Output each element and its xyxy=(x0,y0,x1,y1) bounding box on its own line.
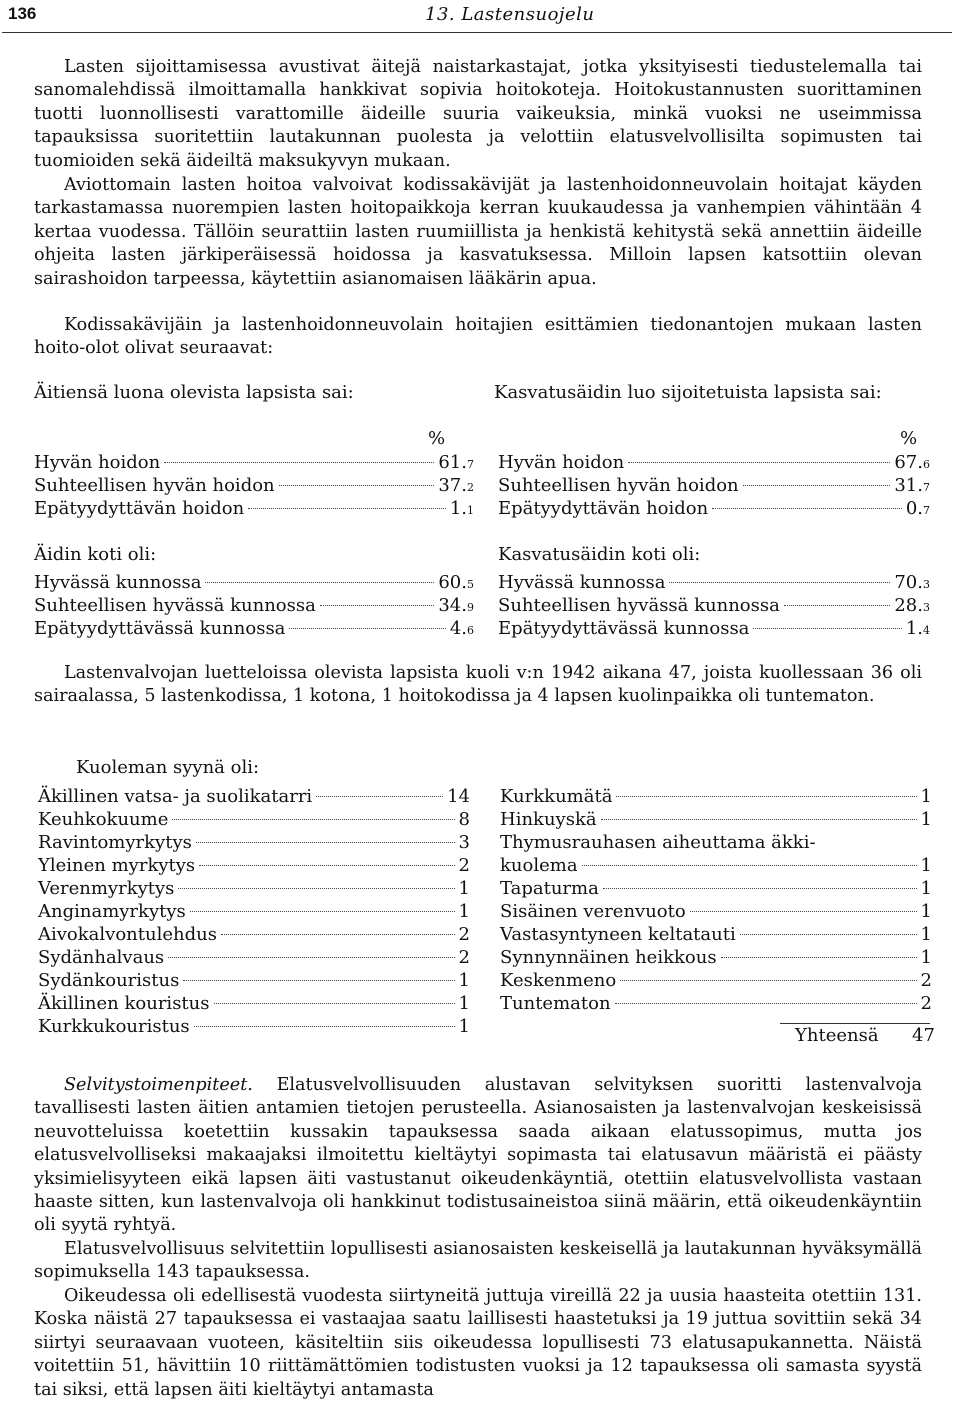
left-home-decimal: 6 xyxy=(467,624,474,637)
left-home-row xyxy=(34,618,474,641)
left-home-value: 34.9 xyxy=(438,595,474,616)
right-table-heading: Kasvatusäidin luo sijoitetuista lapsista sai: xyxy=(494,382,882,403)
cause-right-label: Keskenmeno xyxy=(500,970,617,991)
leader-dots xyxy=(603,888,917,889)
cause-right-value: 1 xyxy=(920,901,932,922)
leader-dots xyxy=(712,508,902,509)
cause-right-label: kuolema xyxy=(500,855,578,876)
cause-left-label: Äkillinen vatsa- ja suolikatarri xyxy=(38,786,313,807)
left-care-row xyxy=(34,452,474,475)
left-care-value: 1.1 xyxy=(449,498,474,519)
left-home-heading: Äidin koti oli: xyxy=(34,544,157,565)
cause-right-label: Vastasyntyneen keltatauti xyxy=(500,924,736,945)
cause-right-row xyxy=(500,855,932,878)
cause-right-label: Thymusrauhasen aiheuttama äkki- xyxy=(500,832,816,853)
left-table-heading: Äitiensä luona olevista lapsista sai: xyxy=(34,382,354,403)
total-row xyxy=(795,1025,935,1046)
paragraph-conditions-intro: Kodissakävijäin ja lastenhoidonneuvolain hoitajien esittämien tiedonantojen mukaan lasten hoito-olot olivat seuraavat: xyxy=(34,315,922,359)
cause-left-label: Aivokalvontulehdus xyxy=(38,924,217,945)
cause-left-label: Keuhkokuume xyxy=(38,809,169,830)
leader-dots xyxy=(601,819,917,820)
cause-right-label: Tapaturma xyxy=(500,878,599,899)
cause-right-row xyxy=(500,786,932,809)
total-rule xyxy=(780,1023,930,1024)
left-home-row xyxy=(34,595,474,618)
left-care-label: Hyvän hoidon xyxy=(34,452,161,473)
header-rule xyxy=(2,32,952,33)
leader-dots xyxy=(199,865,454,866)
paragraph-agreements: Elatusvelvollisuus selvitettiin lopullisesti asianosaisten keskeisellä ja lautakunnan hyväksymällä sopimuksella 143 tapauksessa. xyxy=(34,1239,922,1283)
cause-left-value: 2 xyxy=(458,947,470,968)
left-home-label: Hyvässä kunnossa xyxy=(34,572,202,593)
left-care-row xyxy=(34,498,474,521)
right-care-value: 67.6 xyxy=(894,452,930,473)
leader-dots xyxy=(289,628,445,629)
left-home-decimal: 5 xyxy=(467,578,474,591)
cause-right-row xyxy=(500,809,932,832)
cause-right-row xyxy=(500,901,932,924)
cause-right-value: 1 xyxy=(920,786,932,807)
cause-left-row xyxy=(38,924,470,947)
cause-right-row xyxy=(500,970,932,993)
right-home-decimal: 3 xyxy=(923,578,930,591)
leader-dots xyxy=(620,980,916,981)
cause-right-label: Kurkkumätä xyxy=(500,786,613,807)
right-home-label: Hyvässä kunnossa xyxy=(498,572,666,593)
right-care-value: 31.7 xyxy=(894,475,930,496)
cause-right-label: Sisäinen verenvuoto xyxy=(500,901,686,922)
right-home-row xyxy=(498,595,930,618)
leader-dots xyxy=(168,957,454,958)
right-care-label: Epätyydyttävän hoidon xyxy=(498,498,709,519)
leader-dots xyxy=(784,605,891,606)
running-head: 13. Lastensuojelu xyxy=(425,4,595,25)
leader-dots xyxy=(316,796,443,797)
cause-right-value: 1 xyxy=(920,947,932,968)
leader-dots xyxy=(194,1026,455,1027)
right-home-label: Suhteellisen hyvässä kunnossa xyxy=(498,595,780,616)
cause-right-row xyxy=(500,878,932,901)
leader-dots xyxy=(178,888,454,889)
leader-dots xyxy=(214,1003,455,1004)
leader-dots xyxy=(279,485,435,486)
right-home-label: Epätyydyttävässä kunnossa xyxy=(498,618,750,639)
right-home-decimal: 4 xyxy=(923,624,930,637)
leader-dots xyxy=(221,934,455,935)
cause-right-value: 1 xyxy=(920,924,932,945)
cause-right-row xyxy=(500,993,932,1016)
cause-left-row xyxy=(38,993,470,1016)
cause-left-row xyxy=(38,809,470,832)
left-care-decimal: 2 xyxy=(467,481,474,494)
leader-dots xyxy=(753,628,901,629)
leader-dots xyxy=(172,819,454,820)
left-home-row xyxy=(34,572,474,595)
left-care-label: Suhteellisen hyvän hoidon xyxy=(34,475,275,496)
left-care-value: 37.2 xyxy=(438,475,474,496)
cause-left-value: 1 xyxy=(458,993,470,1014)
cause-right-label: Synnynnäinen heikkous xyxy=(500,947,717,968)
cause-left-value: 3 xyxy=(458,832,470,853)
cause-left-value: 1 xyxy=(458,878,470,899)
cause-left-value: 14 xyxy=(447,786,470,807)
cause-left-label: Verenmyrkytys xyxy=(38,878,175,899)
cause-left-value: 2 xyxy=(458,924,470,945)
right-care-label: Hyvän hoidon xyxy=(498,452,625,473)
left-care-row xyxy=(34,475,474,498)
total-label: Yhteensä xyxy=(795,1025,879,1046)
cause-left-label: Sydänhalvaus xyxy=(38,947,165,968)
cause-left-row xyxy=(38,786,470,809)
cause-right-label: Hinkuyskä xyxy=(500,809,597,830)
cause-left-label: Kurkkukouristus xyxy=(38,1016,190,1037)
cause-right-value: 2 xyxy=(920,993,932,1014)
cause-left-label: Ravintomyrkytys xyxy=(38,832,192,853)
left-home-value: 4.6 xyxy=(449,618,474,639)
paragraph-lead: Selvitystoimenpiteet. xyxy=(64,1075,253,1095)
cause-left-value: 8 xyxy=(458,809,470,830)
cause-right-label: Tuntematon xyxy=(500,993,611,1014)
cause-right-value: 1 xyxy=(920,809,932,830)
leader-dots xyxy=(669,582,890,583)
right-home-value: 1.4 xyxy=(905,618,930,639)
cause-left-row xyxy=(38,947,470,970)
cause-right-value: 1 xyxy=(920,855,932,876)
cause-right-value: 1 xyxy=(920,878,932,899)
leader-dots xyxy=(690,911,917,912)
right-care-row xyxy=(498,498,930,521)
cause-left-row xyxy=(38,855,470,878)
right-care-decimal: 7 xyxy=(923,504,930,517)
paragraph-placement: Lasten sijoittamisessa avustivat äitejä naistarkastajat, jotka yksityisesti tiedustelemalla tai sanomalehdissä ilmoittamalla hankkivat sopivia hoitokoteja. Hoitokustannusten suorittaminen tuotti luonnollisesti varattomille äideille suuria vaikeuksia, minkä vuoksi ne useimmissa tapauksissa suoritettiin lautakunnan puolesta ja velottiin elatusvelvollisilta sopimusten tai tuomioiden sekä äideiltä maksukyvyn mukaan. xyxy=(34,57,922,171)
leader-dots xyxy=(196,842,455,843)
cause-right-row xyxy=(500,832,932,855)
leader-dots xyxy=(582,865,917,866)
cause-right-row xyxy=(500,947,932,970)
right-home-row xyxy=(498,618,930,641)
right-care-row xyxy=(498,475,930,498)
leader-dots xyxy=(248,508,446,509)
left-percent-symbol: % xyxy=(428,428,446,449)
leader-dots xyxy=(615,1003,917,1004)
left-care-label: Epätyydyttävän hoidon xyxy=(34,498,245,519)
cause-left-label: Äkillinen kouristus xyxy=(38,993,210,1014)
leader-dots xyxy=(205,582,434,583)
page-header xyxy=(0,4,960,30)
leader-dots xyxy=(740,934,917,935)
right-home-decimal: 3 xyxy=(923,601,930,614)
left-home-label: Epätyydyttävässä kunnossa xyxy=(34,618,286,639)
right-care-label: Suhteellisen hyvän hoidon xyxy=(498,475,739,496)
right-care-decimal: 7 xyxy=(923,481,930,494)
causes-heading: Kuoleman syynä oli: xyxy=(76,757,260,778)
right-home-value: 70.3 xyxy=(894,572,930,593)
right-care-decimal: 6 xyxy=(923,458,930,471)
right-home-row xyxy=(498,572,930,595)
paragraph-supervision: Aviottomain lasten hoitoa valvoivat kodissakävijät ja lastenhoidonneuvolain hoitajat käyden tarkastamassa nuorempien lasten hoitopaikkoja kerran kuukaudessa ja vanhempien vähintään 4 kertaa vuodessa. Tällöin seurattiin lasten ruumiillista ja henkistä kehitystä sekä annettiin äideille ohjeita lasten järkiperäisessä hoidossa ja kasvatuksessa. Milloin lapsen katsottiin olevan sairashoidon tarpeessa, käytettiin asianomaisen lääkärin apua. xyxy=(34,175,922,289)
leader-dots xyxy=(616,796,916,797)
cause-left-row xyxy=(38,901,470,924)
cause-left-row xyxy=(38,970,470,993)
left-care-decimal: 1 xyxy=(467,504,474,517)
cause-left-value: 1 xyxy=(458,901,470,922)
cause-right-row xyxy=(500,924,932,947)
cause-right-value: 2 xyxy=(920,970,932,991)
cause-left-row xyxy=(38,1016,470,1039)
left-care-value: 61.7 xyxy=(438,452,474,473)
right-care-value: 0.7 xyxy=(905,498,930,519)
cause-left-label: Yleinen myrkytys xyxy=(38,855,196,876)
left-home-decimal: 9 xyxy=(467,601,474,614)
leader-dots xyxy=(190,911,455,912)
cause-left-value: 2 xyxy=(458,855,470,876)
total-value: 47 xyxy=(912,1025,935,1046)
cause-left-label: Sydänkouristus xyxy=(38,970,180,991)
leader-dots xyxy=(721,957,917,958)
leader-dots xyxy=(164,462,434,463)
cause-left-value: 1 xyxy=(458,1016,470,1037)
right-care-row xyxy=(498,452,930,475)
right-home-value: 28.3 xyxy=(894,595,930,616)
paragraph-investigation: Selvitystoimenpiteet. Elatusvelvollisuuden alustavan selvityksen suoritti lastenvalvoja tavallisesti lasten äitien antamien tietojen perusteella. Asianosaisten ja lastenvalvojan keskeisissä neuvotteluissa koetettiin kussakin tapauksessa saada aikaan elatussopimus, mutta jos elatusvelvolliseksi makaajaksi ilmoitettu kieltäytyi sopimasta tai elatusavun määristä ei päästy yksimielisyyteen eikä lapsen äiti vastustanut oikeudenkäyntiä, otettiin elatusvelvollista vastaan haaste sitten, kun lastenvalvoja oli hankkinut todistusaineistoa siinä määrin, että oikeudenkäyntiin oli syytä ryhtyä. xyxy=(34,1075,922,1236)
leader-dots xyxy=(743,485,891,486)
cause-left-row xyxy=(38,832,470,855)
cause-left-row xyxy=(38,878,470,901)
right-home-heading: Kasvatusäidin koti oli: xyxy=(498,544,701,565)
left-home-value: 60.5 xyxy=(438,572,474,593)
cause-left-label: Anginamyrkytys xyxy=(38,901,186,922)
leader-dots xyxy=(628,462,890,463)
leader-dots xyxy=(320,605,435,606)
leader-dots xyxy=(183,980,454,981)
paragraph-mortality: Lastenvalvojan luetteloissa olevista lapsista kuoli v:n 1942 aikana 47, joista kuollessaan 36 oli sairaalassa, 5 lastenkodissa, 1 kotona, 1 hoitokodissa ja 4 lapsen kuolinpaikka oli tuntematon. xyxy=(34,663,922,707)
paragraph-court-cases: Oikeudessa oli edellisestä vuodesta siirtyneitä juttuja vireillä 22 ja uusia haasteita otettiin 131. Koska näistä 27 tapauksessa ei vastaajaa saatu laillisesti haastetuksi ja 19 juttua sovittiin sekä 34 siirtyi seuraavaan vuoteen, käsiteltiin siis oikeudessa lopullisesti 73 elatusapukannetta. Näistä voitettiin 51, hävittiin 10 riittämättömien todistusten vuoksi ja 12 tapauksessa oli samasta syystä tai siksi, että lapsen äiti kieltäytyi antamasta xyxy=(34,1286,922,1400)
cause-left-value: 1 xyxy=(458,970,470,991)
page-number: 136 xyxy=(8,4,37,23)
left-care-decimal: 7 xyxy=(467,458,474,471)
right-percent-symbol: % xyxy=(900,428,918,449)
left-home-label: Suhteellisen hyvässä kunnossa xyxy=(34,595,316,616)
